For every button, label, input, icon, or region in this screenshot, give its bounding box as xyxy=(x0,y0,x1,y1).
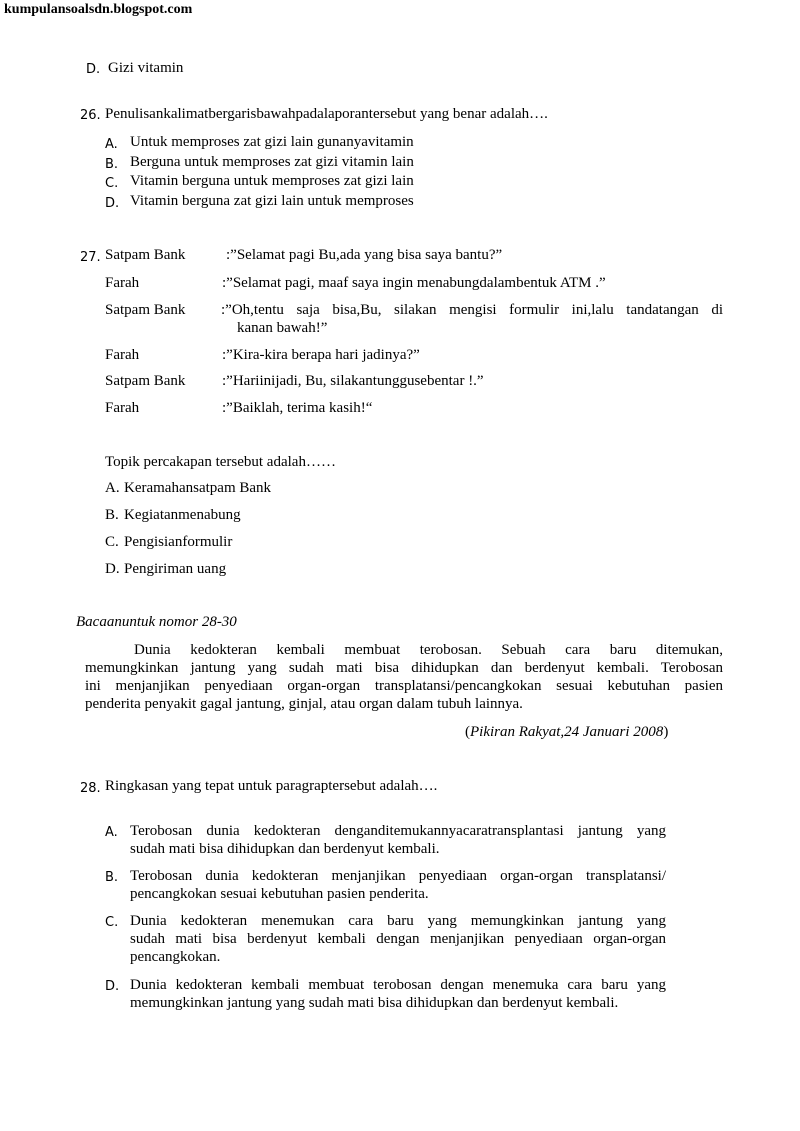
option-text: Gizi vitamin xyxy=(108,60,184,76)
site-header: kumpulansoalsdn.blogspot.com xyxy=(4,2,193,17)
option-text: Terobosan dunia kedokteran menjanjikan penyediaan organ-organ transplatansi/ xyxy=(130,868,666,884)
reading-line: memungkinkan jantung yang sudah mati bisa dihidupkan dan berdenyut kembali. Terobosan xyxy=(85,660,723,676)
dialog-speaker: Farah xyxy=(105,275,140,291)
dialog-line: :”Baiklah, terima kasih!“ xyxy=(222,400,373,416)
option-text: pencangkokan sesuai kebutuhan pasien penderita. xyxy=(130,886,429,902)
option-letter: C. xyxy=(105,915,119,930)
question-text: Penulisankalimatbergarisbawahpadalaporantersebut yang benar adalah…. xyxy=(105,106,548,122)
option-text: pencangkokan. xyxy=(130,949,221,965)
option-letter: D. xyxy=(86,62,101,77)
question-number: 26. xyxy=(80,108,101,123)
reading-line: Dunia kedokteran kembali membuat terobosan. Sebuah cara baru ditemukan, xyxy=(134,642,723,658)
source-paren-close: ) xyxy=(663,724,669,740)
option-text: Dunia kedokteran kembali membuat terobosan dengan menemuka cara baru yang xyxy=(130,977,666,993)
dialog-line: :”Hariinijadi, Bu, silakantunggusebentar !.” xyxy=(222,373,484,389)
dialog-speaker: Satpam Bank xyxy=(105,247,186,263)
option-letter: A. xyxy=(105,137,118,152)
option-letter: C. xyxy=(105,534,119,550)
option-letter: B. xyxy=(105,870,119,885)
option-text: Berguna untuk memproses zat gizi vitamin lain xyxy=(130,154,414,170)
option-text: Untuk memproses zat gizi lain gunanyavitamin xyxy=(130,134,414,150)
dialog-speaker: Satpam Bank xyxy=(105,302,186,318)
dialog-line: :”Selamat pagi Bu,ada yang bisa saya bantu?” xyxy=(226,247,503,263)
option-letter: B. xyxy=(105,157,119,172)
option-text: Pengisianformulir xyxy=(124,534,233,550)
option-letter: A. xyxy=(105,480,120,496)
question-text: Topik percakapan tersebut adalah…… xyxy=(105,454,336,470)
option-letter: B. xyxy=(105,507,119,523)
dialog-line: :”Oh,tentu saja bisa,Bu, silakan mengisi formulir ini,lalu tandatangan di xyxy=(221,302,723,318)
dialog-line: :”Kira-kira berapa hari jadinya?” xyxy=(222,347,420,363)
option-text: Dunia kedokteran menemukan cara baru yang memungkinkan jantung yang xyxy=(130,913,666,929)
option-text: Kegiatanmenabung xyxy=(124,507,241,523)
option-text: Terobosan dunia kedokteran denganditemukannyacaratransplantasi jantung yang xyxy=(130,823,666,839)
option-text: Vitamin berguna untuk memproses zat gizi lain xyxy=(130,173,414,189)
source-name: Pikiran Rakyat,24 Januari 2008 xyxy=(470,724,664,740)
reading-title: Bacaanuntuk nomor 28-30 xyxy=(76,614,237,630)
dialog-speaker: Farah xyxy=(105,400,140,416)
reading-line: penderita penyakit gagal jantung, ginjal, atau organ dalam tubuh lainnya. xyxy=(85,696,523,712)
option-letter: C. xyxy=(105,176,119,191)
option-letter: A. xyxy=(105,825,118,840)
option-text: Vitamin berguna zat gizi lain untuk memproses xyxy=(130,193,414,209)
option-text: Pengiriman uang xyxy=(124,561,227,577)
option-text: Keramahansatpam Bank xyxy=(124,480,272,496)
question-number: 27. xyxy=(80,250,101,265)
option-letter: D. xyxy=(105,196,120,211)
option-letter: D. xyxy=(105,561,120,577)
question-text: Ringkasan yang tepat untuk paragraptersebut adalah…. xyxy=(105,778,438,794)
question-number: 28. xyxy=(80,781,101,796)
dialog-speaker: Farah xyxy=(105,347,140,363)
source-paren-open: ( xyxy=(465,724,470,740)
dialog-speaker: Satpam Bank xyxy=(105,373,186,389)
option-text: sudah mati bisa berdenyut kembali dengan menjanjikan penyediaan organ-organ xyxy=(130,931,666,947)
option-text: sudah mati bisa dihidupkan dan berdenyut kembali. xyxy=(130,841,440,857)
option-text: memungkinkan jantung yang sudah mati bisa dihidupkan dan berdenyut kembali. xyxy=(130,995,619,1011)
dialog-line-continuation: kanan bawah!” xyxy=(237,320,328,336)
dialog-line: :”Selamat pagi, maaf saya ingin menabungdalambentuk ATM .” xyxy=(222,275,606,291)
reading-line: ini menjanjikan penyediaan organ-organ transplatansi/pencangkokan sesuai kebutuhan pasien xyxy=(85,678,723,694)
option-letter: D. xyxy=(105,979,120,994)
reading-source xyxy=(465,723,668,741)
